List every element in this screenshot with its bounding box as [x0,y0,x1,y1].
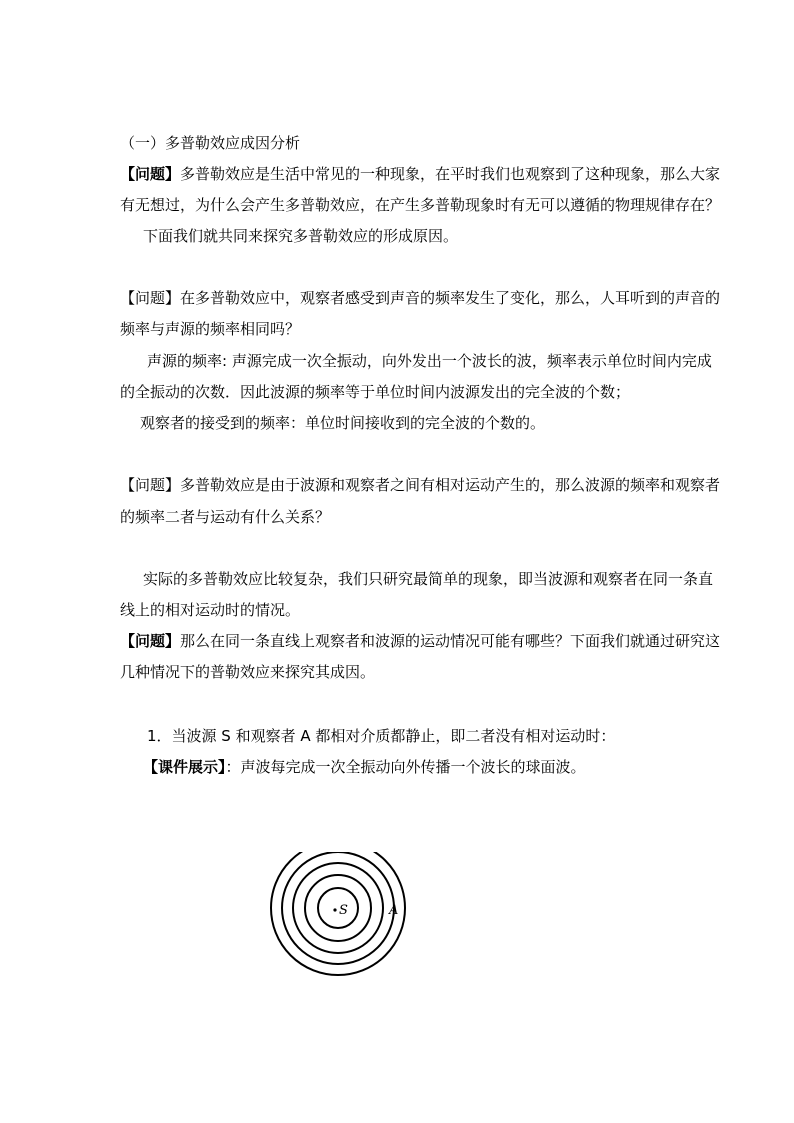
question-tag: 【问题】 [120,476,181,494]
question-1-line-3: 下面我们就共同来探究多普勒效应的形成原因。 [143,227,459,245]
question-3-line-1 [120,474,720,496]
wavefront-2 [305,875,371,941]
wavefront-5 [271,852,405,975]
paragraph-4-line-2: 线上的相对运动时的情况。 [120,601,301,619]
concentric-wavefronts [262,852,412,1002]
paragraph-4-line-1: 实际的多普勒效应比较复杂，我们只研究最简单的现象，即当波源和观察者在同一条直 [143,570,714,588]
courseware-tag: 【课件展示】 [143,758,226,776]
question-4-text: 那么在同一条直线上观察者和波源的运动情况可能有哪些？下面我们就通过研究这 [180,632,721,650]
question-1-line-2: 有无想过，为什么会产生多普勒效应，在产生多普勒现象时有无可以遵循的物理规律存在？ [120,196,721,214]
courseware-display [143,756,586,778]
question-4-line-2: 几种情况下的普勒效应来探究其成因。 [120,663,376,681]
observer-label: A [389,903,399,918]
question-tag: 【问题】 [120,289,181,307]
question-3-line-2: 的频率二者与运动有什么关系？ [120,508,331,526]
question-tag: 【问题】 [120,632,181,650]
wavefront-figure [262,852,412,1002]
wavefront-1 [318,888,358,928]
observed-frequency-definition: 观察者的接受到的频率：单位时间接收到的完全波的个数的。 [140,414,546,432]
source-frequency-definition: 声源的频率: 声源完成一次全振动，向外发出一个波长的波，频率表示单位时间内完成 [147,352,712,370]
question-1-text: 多普勒效应是生活中常见的一种现象，在平时我们也观察到了这种现象，那么大家 [180,165,721,183]
question-1-line-1 [120,163,720,185]
section-heading: （一）多普勒效应成因分析 [120,134,301,152]
courseware-text: ：声波每完成一次全振动向外传播一个波长的球面波。 [225,758,586,776]
question-tag: 【问题】 [120,165,181,183]
wavefront-4 [282,852,394,964]
question-3-text: 多普勒效应是由于波源和观察者之间有相对运动产生的，那么波源的频率和观察者 [180,476,721,494]
case-1-heading: 1．当波源 S 和观察者 A 都相对介质都静止，即二者没有相对运动时： [147,727,616,745]
wave-source-label: S [339,903,348,918]
question-4-line-1 [120,630,720,652]
wavefront-3 [293,863,383,953]
question-2-text: 在多普勒效应中，观察者感受到声音的频率发生了变化，那么，人耳听到的声音的 [180,289,721,307]
question-2-line-2: 频率与声源的频率相同吗？ [120,320,301,338]
question-2-line-1 [120,287,720,309]
source-frequency-definition-cont: 的全振动的次数．因此波源的频率等于单位时间内波源发出的完全波的个数； [120,383,631,401]
wave-source-dot [333,908,336,911]
